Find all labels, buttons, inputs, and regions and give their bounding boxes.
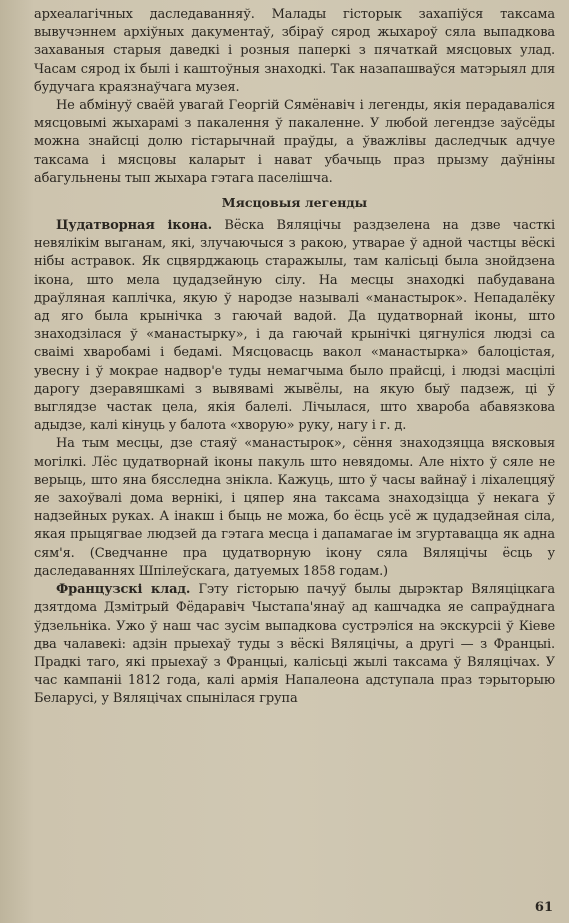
paragraph-3-body: Вёска Вяляцічы раздзелена на дзве часткі невялікім выганам, які, злучаючыся з ракою, утварае ў адной частцы вёскі нібы астравок. Як сцвярджаюць старажылы, там калісьці была знойдзена ікона, што мела цудадзейную сілу. На месцы знаходкі пабудавана драўляная каплічка, якую ў народзе называлі «манастырок». Непадалёку ад яго была крынічка з гаючай вадой. Да цудатворнай іконы, што знаходзілася ў «манастырку», і да гаючай крынічкі цягнуліся людзі са сваімі хваробамі і бедамі. Мясцовасць вакол «манастырка» балоцістая, увесну і ў мокрае надвор'е туды немагчыма было прайсці, і людзі масцілі дарогу дзеравяшкамі з вывявамі жывёлы, на якую быў падзеж, ці ў выглядзе частак цела, якія балелі. Лічылася, што хвароба абавязкова адыдзе, калі кінуць у балота «хворую» руку, нагу і г. д. [34,218,556,434]
paragraph-2: Не абмінуў сваёй увагай Георгій Сямёнавіч і легенды, якія перадаваліся мясцовымі жыхарамі з пакалення ў пакаленне. У любой легендзе заўсёды можна знайсці долю гістарычнай праўды, а ўважлівы даследчык адчуе таксама і мясцовы каларыт і нават убачыць праз прызму даўніны абагульнены тып жыхара гэтага паселішча. [34,98,555,186]
lead-title-french-treasure: Французскі клад. [56,582,191,598]
paragraph-3 [34,217,555,435]
paragraph-5 [34,581,555,708]
paragraph-4: На тым месцы, дзе стаяў «манастырок», сёння знаходзяцца вясковыя могілкі. Лёс цудатворнай іконы пакуль што невядомы. Але ніхто ў сяле не верыць, што яна бясследна знікла. Кажуць, што ў часы вайнаў і ліхалеццяў яе захоўвалі дома вернікі, і цяпер яна таксама знаходзіцца ў некага ў надзейных руках. А інакш і быць не можа, бо ёсць усё ж цудадзейная сіла, якая прыцягвае людзей да гэтага месца і дапамагае ім згуртавацца як адна сям'я. (Сведчанне пра цудатворную ікону сяла Вяляцічы ёсць у даследаваннях Шпілеўскага, датуемых 1858 годам.) [34,436,555,579]
paragraph-1: археалагічных даследаванняў. Малады гісторык захапіўся таксама вывучэннем архіўных дакументаў, збіраў сярод жыхароў сяла выпадкова захаваныя старыя даведкі і розныя паперкі з пячаткай мясцовых улад. Часам сярод іх былі і каштоўныя знаходкі. Так назапашваўся матэрыял для будучага краязнаўчага музея. [34,7,555,95]
lead-title-icon-legend: Цудатворная ікона. [56,218,213,234]
page-number: 61 [534,900,553,915]
paragraph-5-body: Гэту гісторыю пачуў былы дырэктар Вяляціцкага дзятдома Дзмітрый Фёдаравіч Чыстапа'янаў ад кашчадка яе сапраўднага ўдзельніка. Ужо ў наш час зусім выпадкова сустрэліся на экскурсіі ў Кіеве два чалавекі: адзін прыехаў туды з вёскі Вяляцічы, а другі — з Францыі. Прадкі таго, які прыехаў з Францыі, калісьці жылі таксама ў Вяляцічах. У час кампаніі 1812 года, калі армія Напалеона адступала праз тэрыторыю Беларусі, у Вяляцічах спынілася група [34,582,556,707]
section-heading: Мясцовыя легенды [221,195,368,211]
